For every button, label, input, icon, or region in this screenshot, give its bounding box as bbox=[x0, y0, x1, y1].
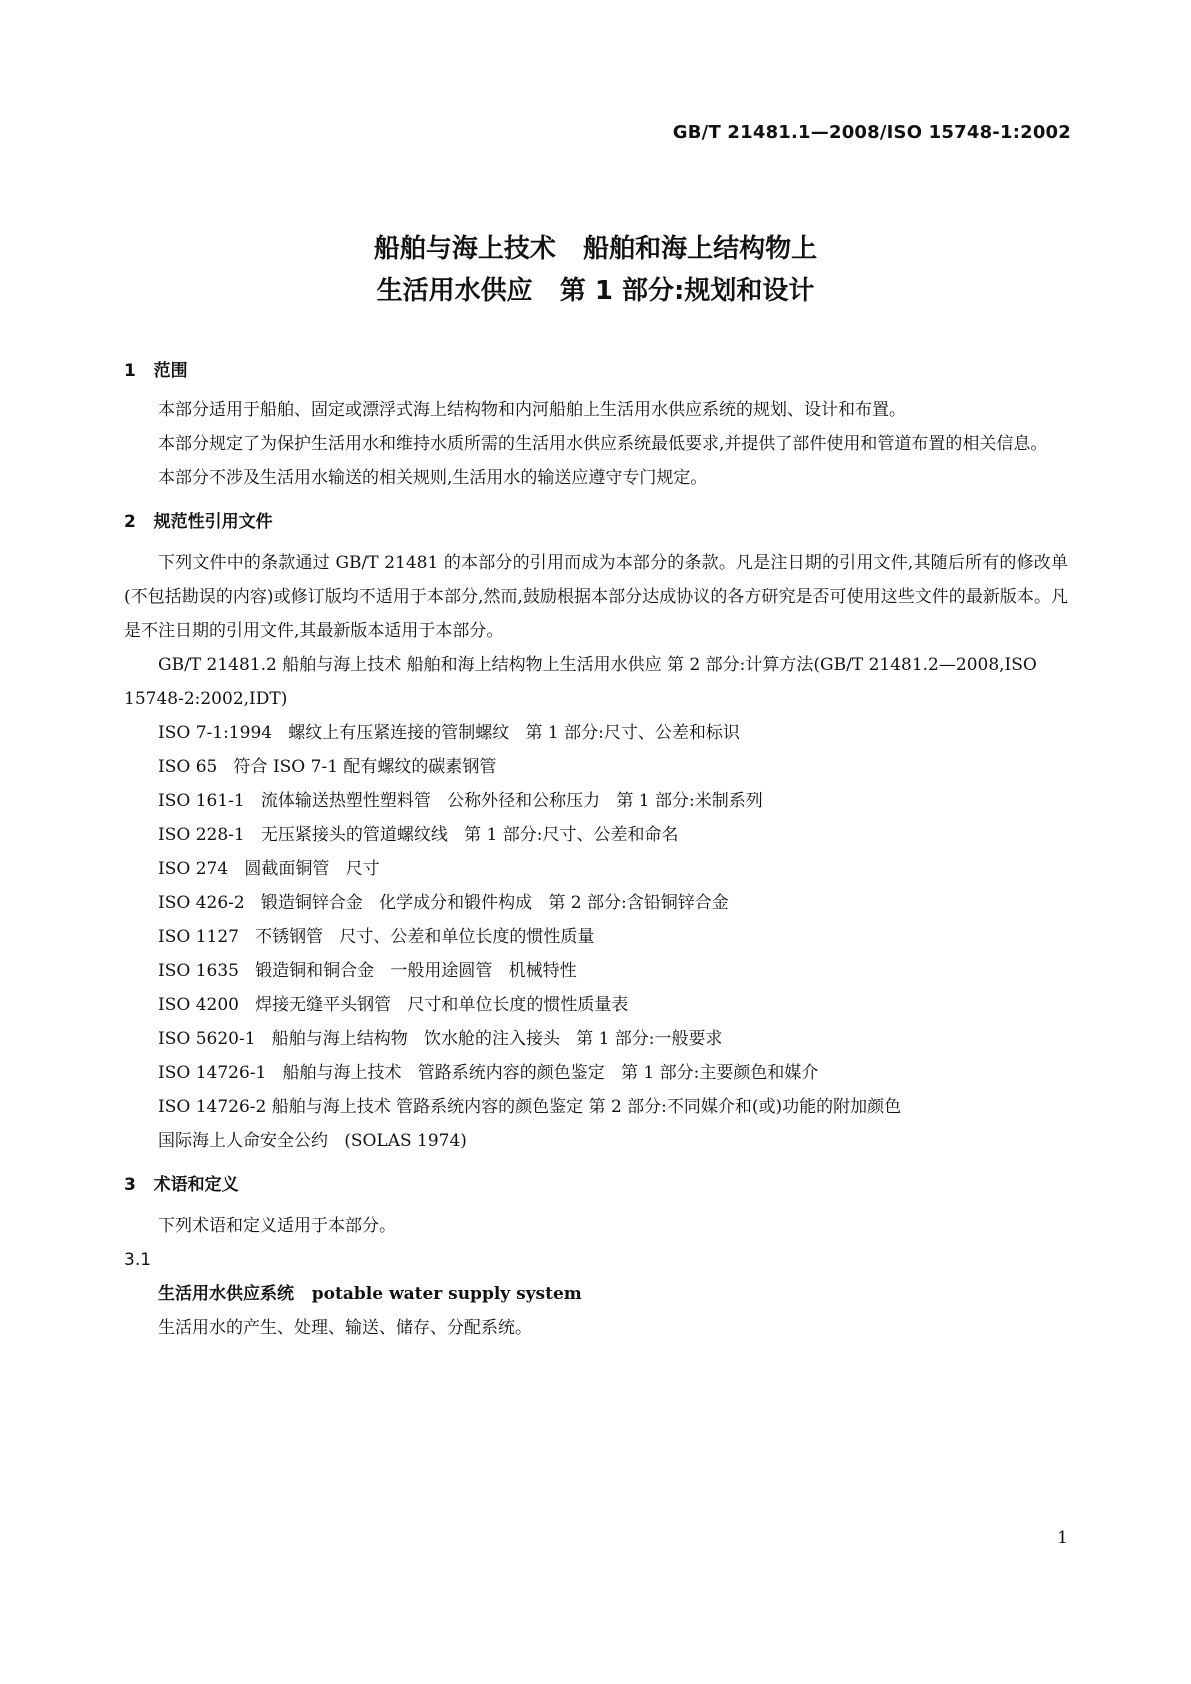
section-3-intro: 下列术语和定义适用于本部分。 bbox=[158, 1216, 396, 1236]
reference-item: ISO 65 符合 ISO 7-1 配有螺纹的碳素钢管 bbox=[158, 757, 497, 777]
section-3-heading: 3 术语和定义 bbox=[124, 1175, 239, 1195]
reference-item: ISO 4200 焊接无缝平头钢管 尺寸和单位长度的惯性质量表 bbox=[158, 995, 629, 1015]
section-1-paragraph: 本部分不涉及生活用水输送的相关规则,生活用水的输送应遵守专门规定。 bbox=[158, 468, 708, 488]
term-entry bbox=[124, 1277, 1068, 1311]
title-line-2: 生活用水供应 第 1 部分:规划和设计 bbox=[376, 276, 815, 306]
section-1-heading: 1 范围 bbox=[124, 361, 188, 381]
reference-item: 国际海上人命安全公约 (SOLAS 1974) bbox=[158, 1131, 467, 1151]
reference-item: ISO 228-1 无压紧接头的管道螺纹线 第 1 部分:尺寸、公差和命名 bbox=[158, 825, 679, 845]
section-2-heading: 2 规范性引用文件 bbox=[124, 512, 273, 532]
term-number: 3.1 bbox=[124, 1250, 152, 1270]
page-number: 1 bbox=[1057, 1528, 1068, 1548]
reference-item: ISO 274 圆截面铜管 尺寸 bbox=[158, 859, 380, 879]
reference-item: ISO 14726-1 船舶与海上技术 管路系统内容的颜色鉴定 第 1 部分:主要颜色和媒介 bbox=[158, 1063, 819, 1083]
reference-item: ISO 1635 锻造铜和铜合金 一般用途圆管 机械特性 bbox=[158, 961, 577, 981]
standard-code: GB/T 21481.1—2008/ISO 15748-1:2002 bbox=[672, 122, 1071, 143]
term-english: potable water supply system bbox=[311, 1284, 582, 1304]
section-2-intro: 下列文件中的条款通过 GB/T 21481 的本部分的引用而成为本部分的条款。凡是注日期的引用文件,其随后所有的修改单(不包括勘误的内容)或修订版均不适用于本部分,然而,鼓励根据本部分达成协议的各方研究是否可使用这些文件的最新版本。凡是不注日期的引用文件,其最新版本适用于本部分。 bbox=[124, 553, 1068, 641]
reference-item: GB/T 21481.2 船舶与海上技术 船舶和海上结构物上生活用水供应 第 2 部分:计算方法(GB/T 21481.2—2008,ISO 15748-2:2002,IDT) bbox=[124, 655, 1037, 709]
reference-item: ISO 1127 不锈钢管 尺寸、公差和单位长度的惯性质量 bbox=[158, 927, 595, 947]
title-line-1: 船舶与海上技术 船舶和海上结构物上 bbox=[373, 234, 818, 264]
reference-item: ISO 426-2 锻造铜锌合金 化学成分和锻件构成 第 2 部分:含铅铜锌合金 bbox=[158, 893, 729, 913]
reference-item: ISO 161-1 流体输送热塑性塑料管 公称外径和公称压力 第 1 部分:米制系列 bbox=[158, 791, 763, 811]
section-1-paragraph: 本部分规定了为保护生活用水和维持水质所需的生活用水供应系统最低要求,并提供了部件使用和管道布置的相关信息。 bbox=[158, 434, 1048, 454]
document-title bbox=[0, 228, 1191, 312]
document-body bbox=[124, 356, 1068, 1345]
term-definition: 生活用水的产生、处理、输送、储存、分配系统。 bbox=[158, 1318, 532, 1338]
term-chinese: 生活用水供应系统 bbox=[158, 1284, 294, 1304]
reference-item: ISO 14726-2 船舶与海上技术 管路系统内容的颜色鉴定 第 2 部分:不同媒介和(或)功能的附加颜色 bbox=[158, 1097, 902, 1117]
reference-item: ISO 5620-1 船舶与海上结构物 饮水舱的注入接头 第 1 部分:一般要求 bbox=[158, 1029, 723, 1049]
reference-item: ISO 7-1:1994 螺纹上有压紧连接的管制螺纹 第 1 部分:尺寸、公差和标识 bbox=[158, 723, 740, 743]
section-1-paragraph: 本部分适用于船舶、固定或漂浮式海上结构物和内河船舶上生活用水供应系统的规划、设计和布置。 bbox=[158, 400, 906, 420]
